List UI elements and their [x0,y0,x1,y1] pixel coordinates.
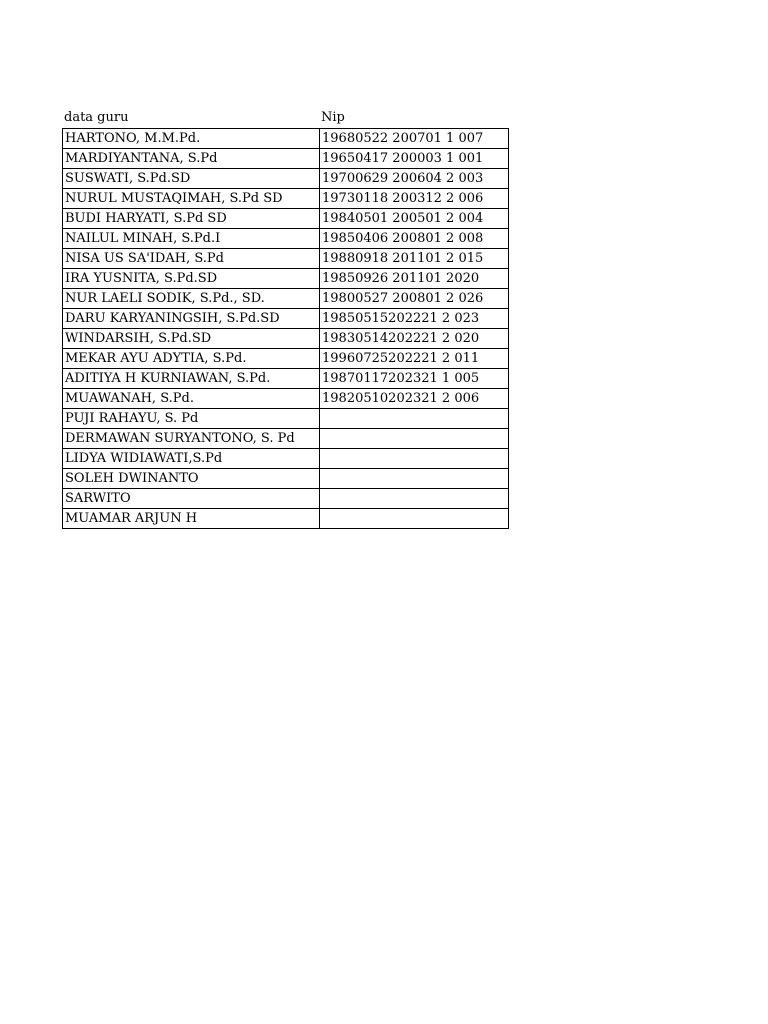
cell-nip[interactable] [320,469,509,489]
cell-nip[interactable]: 19850515202221 2 023 [320,309,509,329]
cell-nip[interactable]: 19840501 200501 2 004 [320,209,509,229]
cell-teacher-name[interactable]: PUJI RAHAYU, S. Pd [63,409,320,429]
cell-nip[interactable]: 19730118 200312 2 006 [320,189,509,209]
table-row [63,329,509,349]
header-row [62,108,509,128]
table-row [63,409,509,429]
cell-nip[interactable] [320,489,509,509]
cell-teacher-name[interactable]: DARU KARYANINGSIH, S.Pd.SD [63,309,320,329]
cell-nip[interactable] [320,509,509,529]
cell-teacher-name[interactable]: NISA US SA'IDAH, S.Pd [63,249,320,269]
column-header-name[interactable]: data guru [64,110,129,125]
table-row [63,289,509,309]
cell-nip[interactable]: 19830514202221 2 020 [320,329,509,349]
cell-teacher-name[interactable]: DERMAWAN SURYANTONO, S. Pd [63,429,320,449]
cell-teacher-name[interactable]: WINDARSIH, S.Pd.SD [63,329,320,349]
cell-nip[interactable]: 19800527 200801 2 026 [320,289,509,309]
teacher-table [62,128,509,529]
cell-nip[interactable]: 19960725202221 2 011 [320,349,509,369]
table-row [63,269,509,289]
cell-teacher-name[interactable]: SOLEH DWINANTO [63,469,320,489]
column-header-nip[interactable]: Nip [321,110,345,125]
cell-nip[interactable]: 19700629 200604 2 003 [320,169,509,189]
table-row [63,169,509,189]
cell-teacher-name[interactable]: NUR LAELI SODIK, S.Pd., SD. [63,289,320,309]
cell-nip[interactable]: 19850406 200801 2 008 [320,229,509,249]
cell-nip[interactable] [320,429,509,449]
cell-nip[interactable]: 19870117202321 1 005 [320,369,509,389]
cell-teacher-name[interactable]: MEKAR AYU ADYTIA, S.Pd. [63,349,320,369]
cell-teacher-name[interactable]: BUDI HARYATI, S.Pd SD [63,209,320,229]
cell-teacher-name[interactable]: ADITIYA H KURNIAWAN, S.Pd. [63,369,320,389]
spreadsheet [62,108,509,529]
cell-teacher-name[interactable]: SARWITO [63,489,320,509]
table-row [63,149,509,169]
cell-teacher-name[interactable]: HARTONO, M.M.Pd. [63,129,320,149]
table-row [63,229,509,249]
cell-teacher-name[interactable]: MUAWANAH, S.Pd. [63,389,320,409]
cell-nip[interactable]: 19880918 201101 2 015 [320,249,509,269]
table-row [63,349,509,369]
table-row [63,489,509,509]
table-row [63,389,509,409]
cell-nip[interactable]: 19680522 200701 1 007 [320,129,509,149]
cell-teacher-name[interactable]: LIDYA WIDIAWATI,S.Pd [63,449,320,469]
cell-teacher-name[interactable]: MUAMAR ARJUN H [63,509,320,529]
table-row [63,449,509,469]
table-row [63,209,509,229]
cell-nip[interactable] [320,409,509,429]
cell-teacher-name[interactable]: NURUL MUSTAQIMAH, S.Pd SD [63,189,320,209]
cell-nip[interactable]: 19650417 200003 1 001 [320,149,509,169]
table-row [63,469,509,489]
table-row [63,309,509,329]
table-row [63,429,509,449]
cell-nip[interactable]: 19820510202321 2 006 [320,389,509,409]
cell-teacher-name[interactable]: IRA YUSNITA, S.Pd.SD [63,269,320,289]
table-row [63,369,509,389]
cell-nip[interactable]: 19850926 201101 2020 [320,269,509,289]
cell-teacher-name[interactable]: SUSWATI, S.Pd.SD [63,169,320,189]
cell-teacher-name[interactable]: MARDIYANTANA, S.Pd [63,149,320,169]
cell-nip[interactable] [320,449,509,469]
cell-teacher-name[interactable]: NAILUL MINAH, S.Pd.I [63,229,320,249]
table-row [63,129,509,149]
table-row [63,189,509,209]
table-row [63,249,509,269]
table-row [63,509,509,529]
